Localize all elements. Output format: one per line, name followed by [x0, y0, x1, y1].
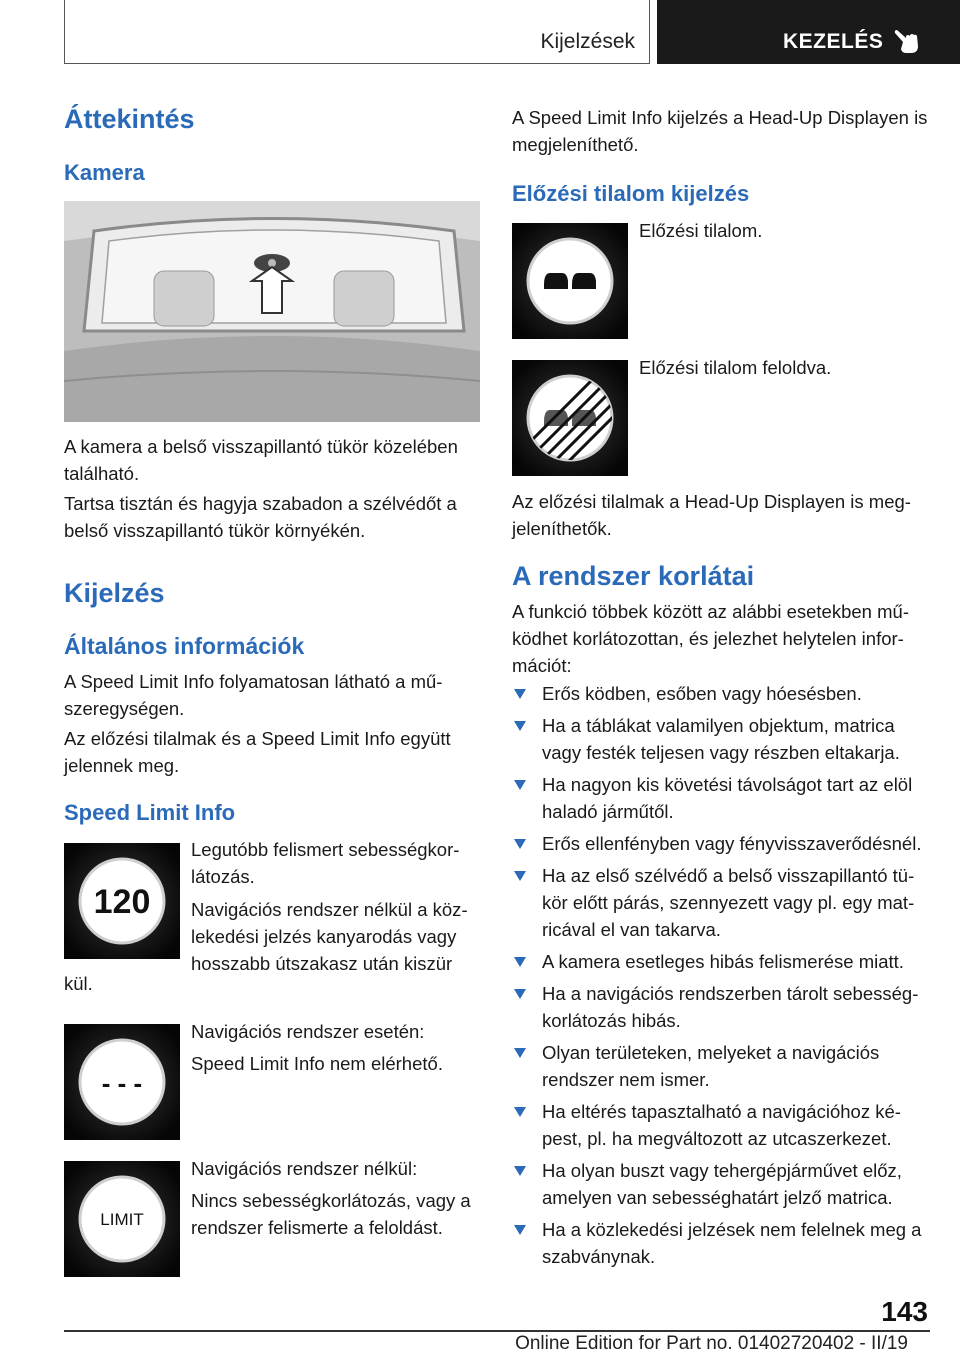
- page-number: 143: [881, 1296, 928, 1327]
- camera-paragraph-2: Tartsa tisztán és hagyja szabadon a szélvédőt a belső visszapillantó tükör környékén.: [64, 493, 457, 541]
- list-item: Ha olyan buszt vagy tehergépjárművet előz, amelyen van sebességhatárt jelző matrica.: [512, 1157, 932, 1211]
- triangle-bullet-icon: [514, 1225, 526, 1235]
- overtaking-hud-paragraph: Az előzési tilalmak a Head-Up Displayen is megjeleníthetők.: [512, 491, 911, 539]
- general-info-heading: Általános információk: [64, 633, 305, 659]
- triangle-bullet-icon: [514, 1107, 526, 1117]
- footer-divider: [64, 1330, 930, 1332]
- triangle-bullet-icon: [514, 780, 526, 790]
- speed-value-label: 120: [93, 883, 151, 921]
- triangle-bullet-icon: [514, 989, 526, 999]
- camera-paragraph-1: A kamera a belső visszapillantó tükör közelében található.: [64, 436, 458, 484]
- triangle-bullet-icon: [514, 957, 526, 967]
- edition-text: Online Edition for Part no. 01402720402 - II/19: [515, 1333, 908, 1354]
- triangle-bullet-icon: [514, 689, 526, 699]
- system-limits-title: A rendszer korlátai: [512, 561, 755, 591]
- list-item: Erős ellenfényben vagy fényvisszaverődésnél.: [512, 830, 932, 857]
- nav-with-description: Speed Limit Info nem elérhető.: [191, 1053, 443, 1074]
- pointing-hand-icon: [894, 26, 920, 54]
- header-chapter-box: [657, 0, 960, 64]
- sli-paragraph-1: Legutóbb felismert sebességkorlátozás.: [191, 839, 460, 887]
- nav-with-label: Navigációs rendszer esetén:: [191, 1021, 425, 1042]
- list-item: Ha a közlekedési jelzések nem felelnek meg a szabványnak.: [512, 1216, 932, 1270]
- system-limits-list: [512, 680, 932, 1275]
- limit-label: LIMIT: [100, 1210, 144, 1229]
- speed-limit-120-sign: [64, 843, 180, 959]
- list-item: Ha eltérés tapasztalható a navigációhoz képest, pl. ha megváltozott az utcaszerkezet.: [512, 1098, 932, 1152]
- header-section-box: [64, 0, 650, 64]
- list-item: A kamera esetleges hibás felismerése miatt.: [512, 948, 932, 975]
- sli-paragraph-2-end: kül.: [64, 973, 93, 994]
- list-item: Ha nagyon kis követési távolságot tart az elöl haladó járműtől.: [512, 771, 932, 825]
- triangle-bullet-icon: [514, 721, 526, 731]
- camera-heading: Kamera: [64, 160, 145, 185]
- triangle-bullet-icon: [514, 1166, 526, 1176]
- overtaking-off-label: Előzési tilalom feloldva.: [639, 357, 832, 378]
- end-no-overtaking-sign: [512, 360, 628, 476]
- dashes-label: - - -: [101, 1068, 143, 1098]
- general-info-paragraph-2: Az előzési tilalmak és a Speed Limit Info együtt jelennek meg.: [64, 728, 451, 776]
- overtaking-on-label: Előzési tilalom.: [639, 220, 763, 241]
- list-item: Ha a navigációs rendszerben tárolt sebességkorlátozás hibás.: [512, 980, 932, 1034]
- general-info-paragraph-1: A Speed Limit Info folyamatosan látható a műszeregységen.: [64, 671, 443, 719]
- system-limits-intro: A funkció többek között az alábbi esetekben működhet korlátozottan, és jelezhet helytelen információt:: [512, 601, 909, 676]
- nav-without-description: Nincs sebességkorlátozás, vagy a rendszer felismerte a feloldást.: [191, 1190, 471, 1238]
- page-title: Áttekintés: [64, 104, 195, 134]
- overtaking-heading: Előzési tilalom kijelzés: [512, 181, 750, 206]
- sli-paragraph-2: Navigációs rendszer nélkül a közlekedési jelzés kanyarodás vagy hosszabb útszakasz után kiszür: [191, 899, 468, 974]
- speed-limit-unavailable-sign: [64, 1024, 180, 1140]
- header-chapter-title: KEZELÉS: [783, 30, 884, 53]
- triangle-bullet-icon: [514, 1048, 526, 1058]
- hud-paragraph: A Speed Limit Info kijelzés a Head-Up Displayen is megjeleníthető.: [512, 107, 928, 155]
- triangle-bullet-icon: [514, 871, 526, 881]
- header-section-title: Kijelzések: [540, 30, 635, 53]
- list-item: Ha a táblákat valamilyen objektum, matrica vagy festék teljesen vagy részben eltakarja.: [512, 712, 932, 766]
- car-interior-illustration: [64, 201, 480, 422]
- no-overtaking-sign: [512, 223, 628, 339]
- camera-location-photo: [64, 201, 480, 422]
- list-item: Ha az első szélvédő a belső visszapillantó tükör előtt párás, szennyezett vagy pl. egy matricával el van takarva.: [512, 862, 932, 943]
- no-speed-limit-sign: [64, 1161, 180, 1277]
- speed-limit-info-heading: Speed Limit Info: [64, 800, 236, 825]
- nav-without-label: Navigációs rendszer nélkül:: [191, 1158, 418, 1179]
- display-title: Kijelzés: [64, 578, 165, 608]
- triangle-bullet-icon: [514, 839, 526, 849]
- list-item: Erős ködben, esőben vagy hóesésben.: [512, 680, 932, 707]
- list-item: Olyan területeken, melyeket a navigációs rendszer nem ismer.: [512, 1039, 932, 1093]
